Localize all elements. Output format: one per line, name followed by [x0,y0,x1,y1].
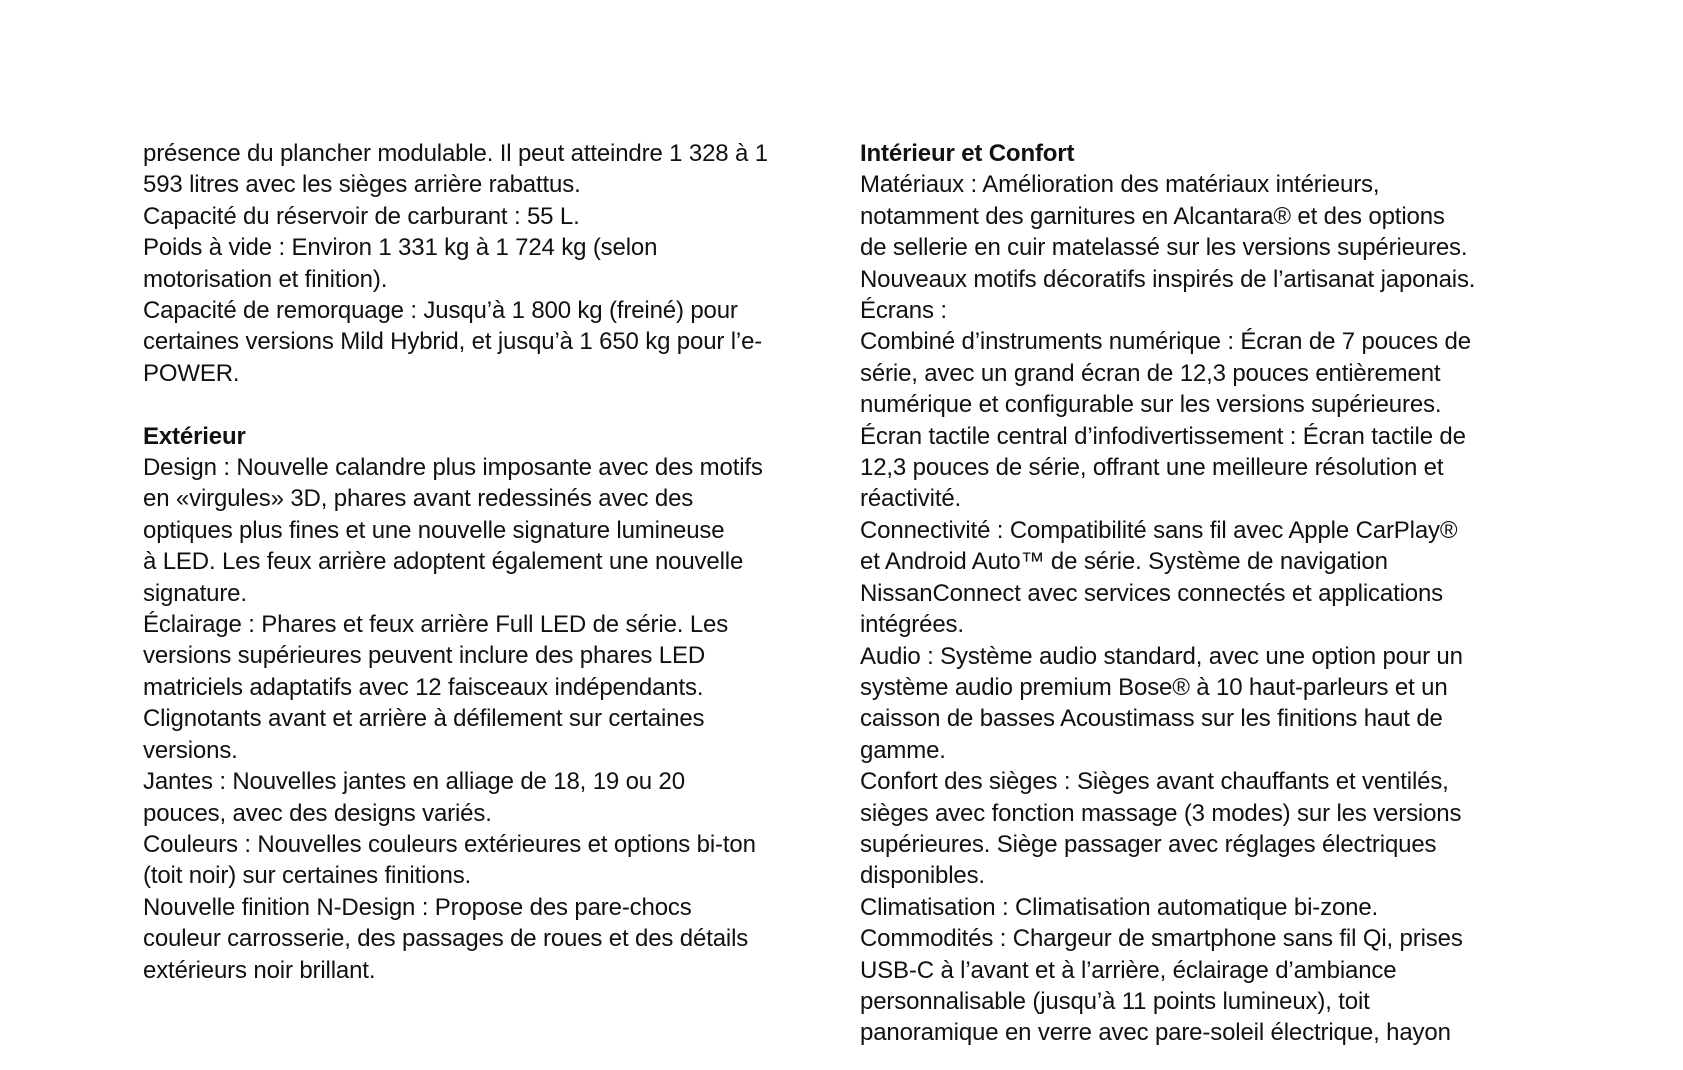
exterior-section [143,452,843,986]
text-line: série, avec un grand écran de 12,3 pouces entièrement [860,359,1441,387]
text-line: versions. [143,736,238,764]
intro-paragraph [143,138,843,389]
text-line: à LED. Les feux arrière adoptent également une nouvelle [143,548,744,576]
text-line: personnalisable (jusqu’à 11 points lumineux), toit [860,987,1370,1015]
text-line: Éclairage : Phares et feux arrière Full LED de série. Les [143,611,729,639]
text-line: Climatisation : Climatisation automatique bi-zone. [860,893,1379,921]
text-line: signature. [143,579,247,607]
text-line: matriciels adaptatifs avec 12 faisceaux indépendants. [143,673,704,701]
text-line: Confort des sièges : Sièges avant chauffants et ventilés, [860,768,1449,796]
text-line: et Android Auto™ de série. Système de navigation [860,548,1388,576]
text-line: pouces, avec des designs variés. [143,799,492,827]
exterior-heading: Extérieur [143,422,246,450]
text-line: couleur carrosserie, des passages de roues et des détails [143,925,749,953]
text-line: USB-C à l’avant et à l’arrière, éclairage d’ambiance [860,956,1397,984]
text-line: Écran tactile central d’infodivertissement : Écran tactile de [860,422,1466,450]
text-line: gamme. [860,736,946,764]
text-line: (toit noir) sur certaines finitions. [143,862,472,890]
text-line: Nouveaux motifs décoratifs inspirés de l’artisanat japonais. [860,265,1476,293]
text-line: panoramique en verre avec pare-soleil électrique, hayon [860,1019,1451,1047]
text-line: Capacité du réservoir de carburant : 55 L. [143,202,580,230]
text-line: numérique et configurable sur les versions supérieures. [860,391,1442,419]
text-line: 12,3 pouces de série, offrant une meilleure résolution et [860,454,1444,482]
text-line: Combiné d’instruments numérique : Écran de 7 pouces de [860,328,1471,356]
text-line: réactivité. [860,485,962,513]
text-line: NissanConnect avec services connectés et applications [860,579,1444,607]
left-column [143,138,843,986]
text-line: optiques plus fines et une nouvelle signature lumineuse [143,516,725,544]
text-line: POWER. [143,359,240,387]
text-line: système audio premium Bose® à 10 haut-parleurs et un [860,673,1448,701]
text-line: disponibles. [860,862,985,890]
text-line: Capacité de remorquage : Jusqu’à 1 800 kg (freiné) pour [143,297,738,325]
interior-section [860,169,1560,1048]
text-line: notamment des garnitures en Alcantara® et des options [860,202,1445,230]
text-line: Clignotants avant et arrière à défilement sur certaines [143,705,705,733]
text-line: intégrées. [860,611,964,639]
text-line: présence du plancher modulable. Il peut atteindre 1 328 à 1 [143,140,768,167]
text-line: Couleurs : Nouvelles couleurs extérieures et options bi-ton [143,830,756,858]
interior-heading: Intérieur et Confort [860,140,1075,167]
text-line: Jantes : Nouvelles jantes en alliage de 18, 19 ou 20 [143,768,685,796]
text-line: sièges avec fonction massage (3 modes) sur les versions [860,799,1462,827]
text-line: versions supérieures peuvent inclure des phares LED [143,642,705,670]
text-line: Design : Nouvelle calandre plus imposante avec des motifs [143,454,763,482]
text-line: 593 litres avec les sièges arrière rabattus. [143,171,581,199]
text-line: Commodités : Chargeur de smartphone sans fil Qi, prises [860,925,1463,953]
text-line: Connectivité : Compatibilité sans fil avec Apple CarPlay® [860,516,1458,544]
text-line: de sellerie en cuir matelassé sur les versions supérieures. [860,234,1468,262]
text-line: Nouvelle finition N-Design : Propose des pare-chocs [143,893,692,921]
text-line: Écrans : [860,297,947,325]
text-line: supérieures. Siège passager avec réglages électriques [860,830,1437,858]
text-line: en «virgules» 3D, phares avant redessinés avec des [143,485,694,513]
text-line: motorisation et finition). [143,265,388,293]
text-line: certaines versions Mild Hybrid, et jusqu’à 1 650 kg pour l’e- [143,328,763,356]
right-column [860,138,1560,1049]
text-line: extérieurs noir brillant. [143,956,376,984]
paragraph-spacer [143,389,843,420]
text-line: Matériaux : Amélioration des matériaux intérieurs, [860,171,1380,199]
text-line: Audio : Système audio standard, avec une option pour un [860,642,1463,670]
text-line: caisson de basses Acoustimass sur les finitions haut de [860,705,1443,733]
text-line: Poids à vide : Environ 1 331 kg à 1 724 kg (selon [143,234,658,262]
